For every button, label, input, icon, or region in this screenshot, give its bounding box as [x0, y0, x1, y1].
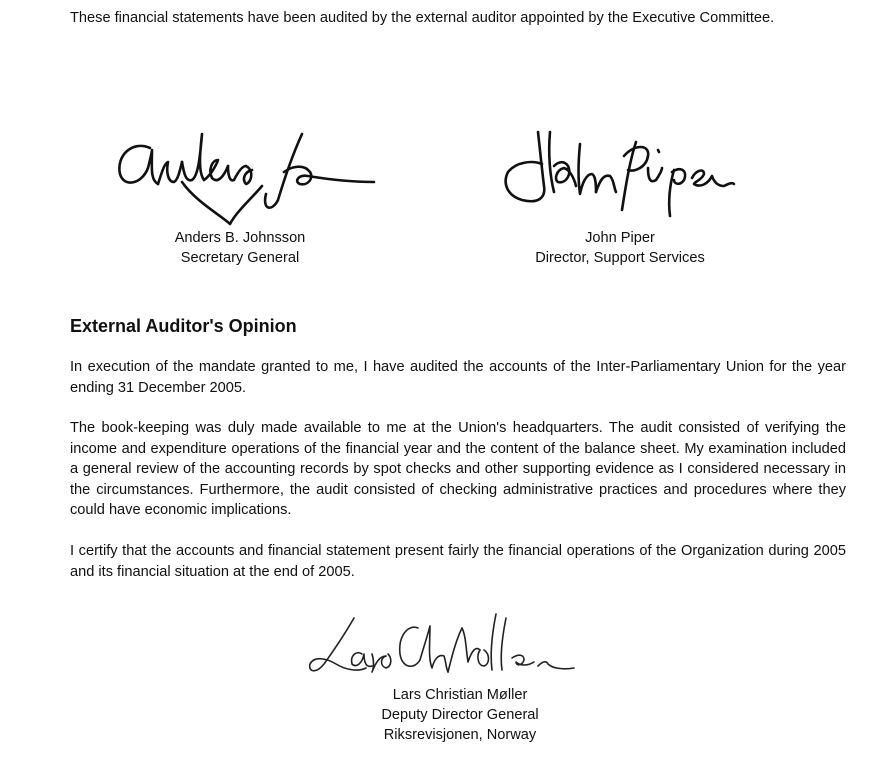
- signatory-2-block: [500, 228, 740, 268]
- section-heading: External Auditor's Opinion: [70, 316, 297, 336]
- signatory-1-block: [140, 228, 340, 268]
- signatory-2-title: Director, Support Services: [535, 250, 705, 266]
- auditor-name: Lars Christian Møller: [392, 687, 528, 703]
- signature-lars-moller: [306, 606, 578, 684]
- auditor-block: [330, 685, 590, 745]
- signatory-1-name: Anders B. Johnsson: [174, 230, 306, 246]
- signatory-2-name: John Piper: [585, 230, 655, 246]
- paragraph-text: The book-keeping was duly made available to me at the Union's headquarters. The audit consisted of verifying the income and expenditure operations of the financial year and the content of the balance sheet. My examination included a general review of the accounting records by spot checks and other supporting evidence as I considered necessary in the circumstances. Furthermore, the audit consisted of checking administrative practices and procedures where they could have economic implications.: [70, 420, 846, 518]
- signatory-1-title: Secretary General: [180, 250, 300, 266]
- opinion-paragraph-3: [70, 541, 846, 582]
- paragraph-text: I certify that the accounts and financial statement present fairly the financial operations of the Organization during 2005 and its financial situation at the end of 2005.: [70, 543, 846, 580]
- auditor-organization: Riksrevisjonen, Norway: [383, 727, 537, 743]
- intro-statement: These financial statements have been audited by the external auditor appointed by the Executive Committee.: [70, 10, 775, 26]
- opinion-paragraph-2: [70, 418, 846, 521]
- opinion-paragraph-1: [70, 357, 846, 398]
- paragraph-text: In execution of the mandate granted to me, I have audited the accounts of the Inter-Parliamentary Union for the year ending 31 December 2005.: [70, 359, 846, 396]
- signature-john-piper: [498, 126, 738, 221]
- auditor-title: Deputy Director General: [381, 707, 539, 723]
- signature-anders-johnsson: [112, 126, 382, 226]
